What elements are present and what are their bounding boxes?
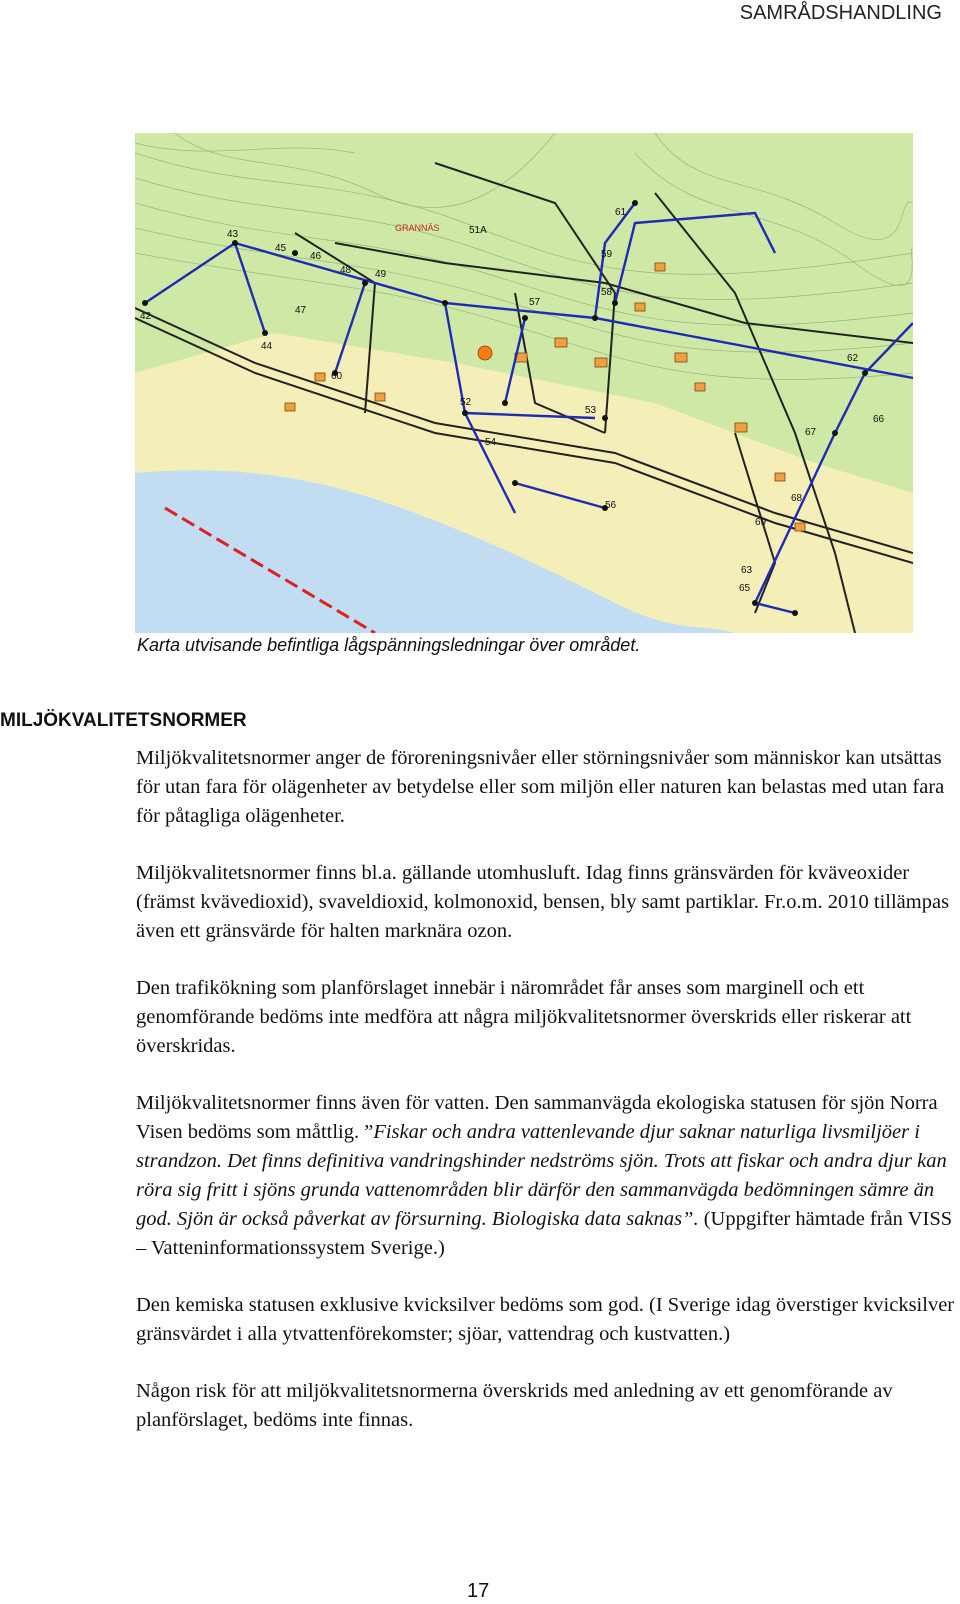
label-65: 65 [739,583,751,594]
label-47: 47 [295,305,307,316]
label-42: 42 [140,311,152,322]
label-61: 61 [615,207,627,218]
paragraph-1-run-1: Miljökvalitetsnormer anger de föroreningsnivåer eller störningsnivåer som människor kan utsättas för utan fara för olägenheter av betydelse eller som miljön eller naturen kan belastas med utan fara för påtagliga olägenheter. [136,747,945,827]
paragraph-5-run-1: Den kemiska statusen exklusive kvicksilver bedöms som god. (I Sverige idag överstiger kvicksilver gränsvärdet i alla ytvattenförekomster; sjöar, vattendrag och kustvatten.) [136,1294,955,1345]
label-56: 56 [605,500,617,511]
paragraph-4-run-2: Fiskar och andra vattenlevande djur saknar naturliga livsmiljöer i strandzon. Det finns definitiva vandringshinder nedströms sjön. Trots att fiskar och andra djur kan röra sig fritt i sjöns grunda vattenområden blir därför den sammanvägda bedömningen sämre än god. Sjön är också påverkat av försurning. Biologiska data saknas”. [136,1121,947,1230]
label-67: 67 [805,427,817,438]
label-54: 54 [485,437,497,448]
paragraph-2-run-1: Miljökvalitetsnormer finns bl.a. gällande utomhusluft. Idag finns gränsvärden för kväveoxider (främst kvävedioxid), svaveldioxid, kolmonoxid, bensen, bly samt partiklar. Fr.o.m. 2010 tillämpas även ett gränsvärde för halten marknära ozon. [136,862,950,942]
paragraph-2 [136,859,956,946]
label-46: 46 [310,251,322,262]
paragraph-6-run-1: Någon risk för att miljökvalitetsnormerna överskrids med anledning av ett genomförande av planförslaget, bedöms inte finnas. [136,1380,893,1431]
paragraph-3-run-1: Den trafikökning som planförslaget innebär i närområdet får anses som marginell och ett genomförande bedöms inte medföra att några miljökvalitetsnormer överskrids eller riskerar att överskridas. [136,977,912,1057]
paragraph-4-run-1: Miljökvalitetsnormer finns även för vatten. Den sammanvägda ekologiska statusen för sjön Norra Visen bedöms som måttlig. ” [136,1092,938,1143]
paragraph-1 [136,744,956,831]
label-66: 66 [873,414,885,425]
label-58: 58 [601,287,613,298]
section-body [136,744,956,1463]
label-52: 52 [460,397,472,408]
paragraph-4-run-3: (Uppgifter hämtade från VISS – Vatteninformationssystem Sverige.) [136,1208,953,1259]
paragraph-3 [136,974,956,1061]
label-45: 45 [275,243,287,254]
label-49: 49 [375,269,387,280]
place-label: GRANNÄS [395,223,440,233]
label-59: 59 [601,249,613,260]
label-53: 53 [585,405,597,416]
document-status: SAMRÅDSHANDLING [739,2,942,24]
paragraph-4 [136,1089,956,1263]
power-line-map [135,133,913,633]
label-60: 60 [331,371,343,382]
map-caption: Karta utvisande befintliga lågspänningsledningar över området. [137,635,641,655]
section-title: MILJÖKVALITETSNORMER [0,710,247,731]
paragraph-5 [136,1291,956,1349]
label-44: 44 [261,341,273,352]
label-62: 62 [847,353,859,364]
label-68: 68 [791,493,803,504]
label-69: 69 [755,517,767,528]
paragraph-6 [136,1377,956,1435]
label-63: 63 [741,565,753,576]
label-57: 57 [529,297,541,308]
label-48: 48 [340,265,352,276]
map-figure [135,133,913,633]
label-51a: 51A [469,225,487,236]
page-number: 17 [467,1580,490,1602]
label-43: 43 [227,229,239,240]
